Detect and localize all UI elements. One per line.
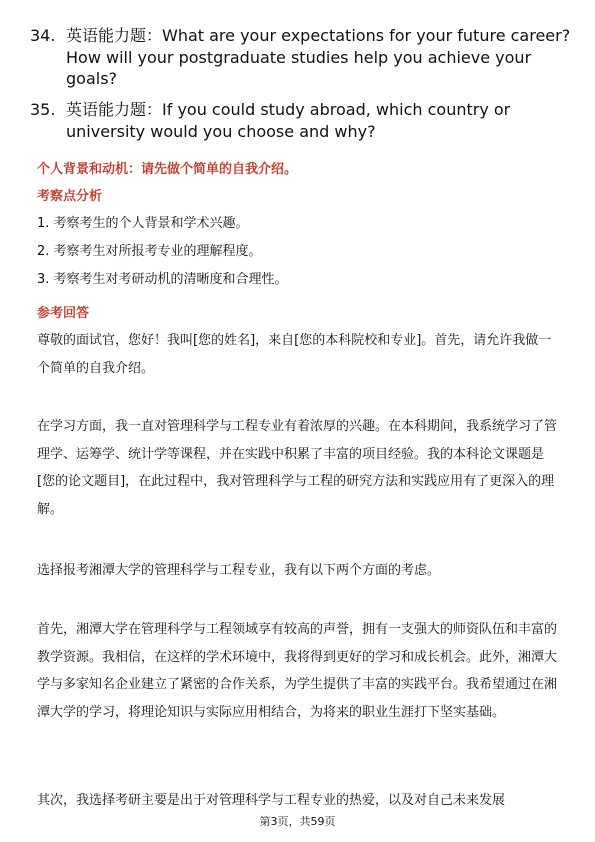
answer-paragraph-reasons: 选择报考湘潭大学的管理科学与工程专业，我有以下两个方面的考虑。 xyxy=(37,563,441,578)
question-text: 英语能力题：What are your expectations for your future career? How will your postgraduate studies help you achieve your goals? xyxy=(66,26,571,88)
analysis-heading: 考察点分析 xyxy=(37,189,103,204)
answer-paragraph-second: 其次，我选择考研主要是出于对管理科学与工程专业的热爱，以及对自己未来发展 xyxy=(37,793,506,808)
analysis-item: 3. 考察考生对考研动机的清晰度和合理性。 xyxy=(37,272,288,287)
analysis-item: 1. 考察考生的个人背景和学术兴趣。 xyxy=(37,216,249,231)
question-text: 英语能力题：If you could study abroad, which country or university would you choose and why? xyxy=(66,100,511,141)
analysis-item: 2. 考察考生对所报考专业的理解程度。 xyxy=(37,244,262,259)
page-footer: 第3页，共59页 xyxy=(259,815,336,828)
question-number: 35. xyxy=(30,100,56,119)
question-35 xyxy=(30,99,575,142)
section-title: 个人背景和动机：请先做个简单的自我介绍。 xyxy=(37,162,298,177)
answer-paragraph-study: 在学习方面，我一直对管理科学与工程专业有着浓厚的兴趣。在本科期间，我系统学习了管理学、运筹学、统计学等课程，并在实践中积累了丰富的项目经验。我的本科论文课题是[您的论文题目]，在此过程中，我对管理科学与工程的研究方法和实践应用有了更深入的理解。 xyxy=(37,419,558,517)
answer-paragraph-intro: 尊敬的面试官，您好！我叫[您的姓名]，来自[您的本科院校和专业]。首先，请允许我做一个简单的自我介绍。 xyxy=(37,333,552,376)
question-34 xyxy=(30,25,575,90)
answer-heading: 参考回答 xyxy=(37,306,90,321)
question-number: 34. xyxy=(30,26,56,45)
answer-paragraph-first: 首先，湘潭大学在管理科学与工程领域享有较高的声誉，拥有一支强大的师资队伍和丰富的教学资源。我相信，在这样的学术环境中，我将得到更好的学习和成长机会。此外，湘潭大学与多家知名企业建立了紧密的合作关系，为学生提供了丰富的实践平台。我希望通过在湘潭大学的学习，将理论知识与实际应用相结合，为将来的职业生涯打下坚实基础。 xyxy=(37,622,558,720)
